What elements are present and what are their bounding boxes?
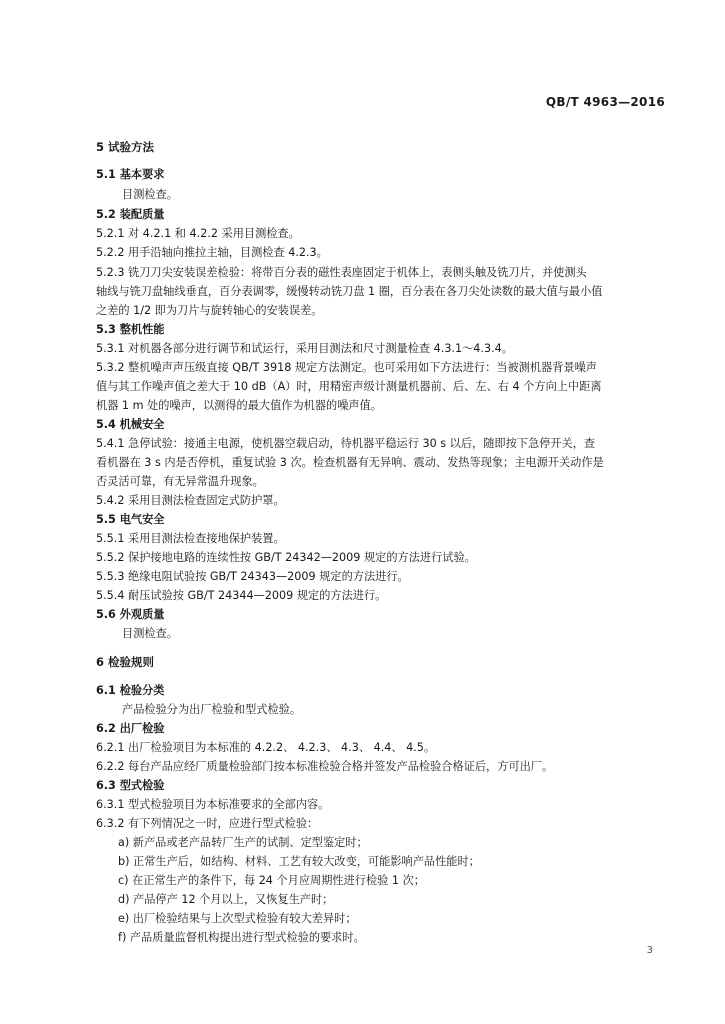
clause-5-3-1: 5.3.1 对机器各部分进行调节和试运行，采用目测法和尺寸测量检查 4.3.1～4.3.4。	[96, 342, 513, 355]
clause-5-5-1: 5.5.1 采用目测法检查接地保护装置。	[96, 532, 285, 545]
page-number: 3	[646, 945, 653, 956]
clause-6-2-2: 6.2.2 每台产品应经厂质量检验部门按本标准检验合格并签发产品检验合格证后，方可出厂。	[96, 760, 554, 773]
heading-5-1: 5.1 基本要求	[96, 168, 165, 181]
list-item-f: f) 产品质量监督机构提出进行型式检验的要求时。	[118, 931, 365, 944]
clause-6-2-1: 6.2.1 出厂检验项目为本标准的 4.2.2、 4.2.3、 4.3、 4.4、 4.5。	[96, 741, 436, 754]
list-item-b: b) 正常生产后，如结构、材料、工艺有较大改变，可能影响产品性能时；	[118, 855, 480, 868]
heading-5-2: 5.2 装配质量	[96, 208, 165, 221]
heading-6-1: 6.1 检验分类	[96, 684, 165, 697]
list-item-e: e) 出厂检验结果与上次型式检验有较大差异时；	[118, 912, 357, 925]
paragraph-5-1: 目测检查。	[122, 188, 178, 201]
clause-5-4-1-cont: 看机器在 3 s 内是否停机，重复试验 3 次。检查机器有无异响、震动、发热等现象；主电源开关动作是	[96, 456, 604, 469]
clause-5-5-4: 5.5.4 耐压试验按 GB/T 24344—2009 规定的方法进行。	[96, 589, 387, 602]
clause-5-2-3-cont: 轴线与铣刀盘轴线垂直，百分表调零，缓慢转动铣刀盘 1 圈，百分表在各刀尖处读数的最大值与最小值	[96, 285, 603, 298]
clause-5-3-2-cont2: 机器 1 m 处的噪声，以测得的最大值作为机器的噪声值。	[96, 399, 382, 412]
clause-6-3-2: 6.3.2 有下列情况之一时，应进行型式检验：	[96, 817, 319, 830]
clause-5-3-2-cont: 值与其工作噪声值之差大于 10 dB（A）时，用精密声级计测量机器前、后、左、右 4 个方向上中距离	[96, 380, 602, 393]
clause-5-5-3: 5.5.3 绝缘电阻试验按 GB/T 24343—2009 规定的方法进行。	[96, 570, 409, 583]
clause-5-3-2: 5.3.2 整机噪声声压级直接 QB/T 3918 规定方法测定。也可采用如下方法进行：当被测机器背景噪声	[96, 361, 597, 374]
heading-5-5: 5.5 电气安全	[96, 513, 165, 526]
clause-5-4-2: 5.4.2 采用目测法检查固定式防护罩。	[96, 494, 285, 507]
list-item-c: c) 在正常生产的条件下，每 24 个月应周期性进行检验 1 次；	[118, 874, 425, 887]
heading-6-2: 6.2 出厂检验	[96, 722, 165, 735]
paragraph-6-1: 产品检验分为出厂检验和型式检验。	[122, 703, 302, 716]
clause-5-2-3-cont2: 之差的 1/2 即为刀片与旋转轴心的安装误差。	[96, 304, 323, 317]
heading-5-3: 5.3 整机性能	[96, 323, 165, 336]
clause-5-4-1-cont2: 否灵活可靠，有无异常温升现象。	[96, 475, 264, 488]
clause-5-2-3: 5.2.3 铣刀刀尖安装误差检验：将带百分表的磁性表座固定于机体上，表侧头触及铣刀片，并使测头	[96, 266, 587, 279]
clause-5-2-1: 5.2.1 对 4.2.1 和 4.2.2 采用目测检查。	[96, 227, 300, 240]
clause-5-4-1: 5.4.1 急停试验：接通主电源，使机器空载启动，待机器平稳运行 30 s 以后，随即按下急停开关，查	[96, 437, 596, 450]
heading-6-3: 6.3 型式检验	[96, 779, 165, 792]
list-item-a: a) 新产品或老产品转厂生产的试制、定型鉴定时；	[118, 836, 368, 849]
clause-5-5-2: 5.5.2 保护接地电路的连续性按 GB/T 24342—2009 规定的方法进行试验。	[96, 551, 476, 564]
section-heading-5: 5 试验方法	[96, 140, 155, 154]
list-item-d: d) 产品停产 12 个月以上，又恢复生产时；	[118, 893, 334, 906]
clause-5-2-2: 5.2.2 用手沿轴向推拉主轴，目测检查 4.2.3。	[96, 246, 328, 259]
clause-6-3-1: 6.3.1 型式检验项目为本标准要求的全部内容。	[96, 798, 330, 811]
heading-5-6: 5.6 外观质量	[96, 608, 165, 621]
standard-number-header: QB/T 4963—2016	[545, 95, 665, 109]
paragraph-5-6: 目测检查。	[122, 627, 178, 640]
heading-5-4: 5.4 机械安全	[96, 418, 165, 431]
section-heading-6: 6 检验规则	[96, 655, 155, 669]
